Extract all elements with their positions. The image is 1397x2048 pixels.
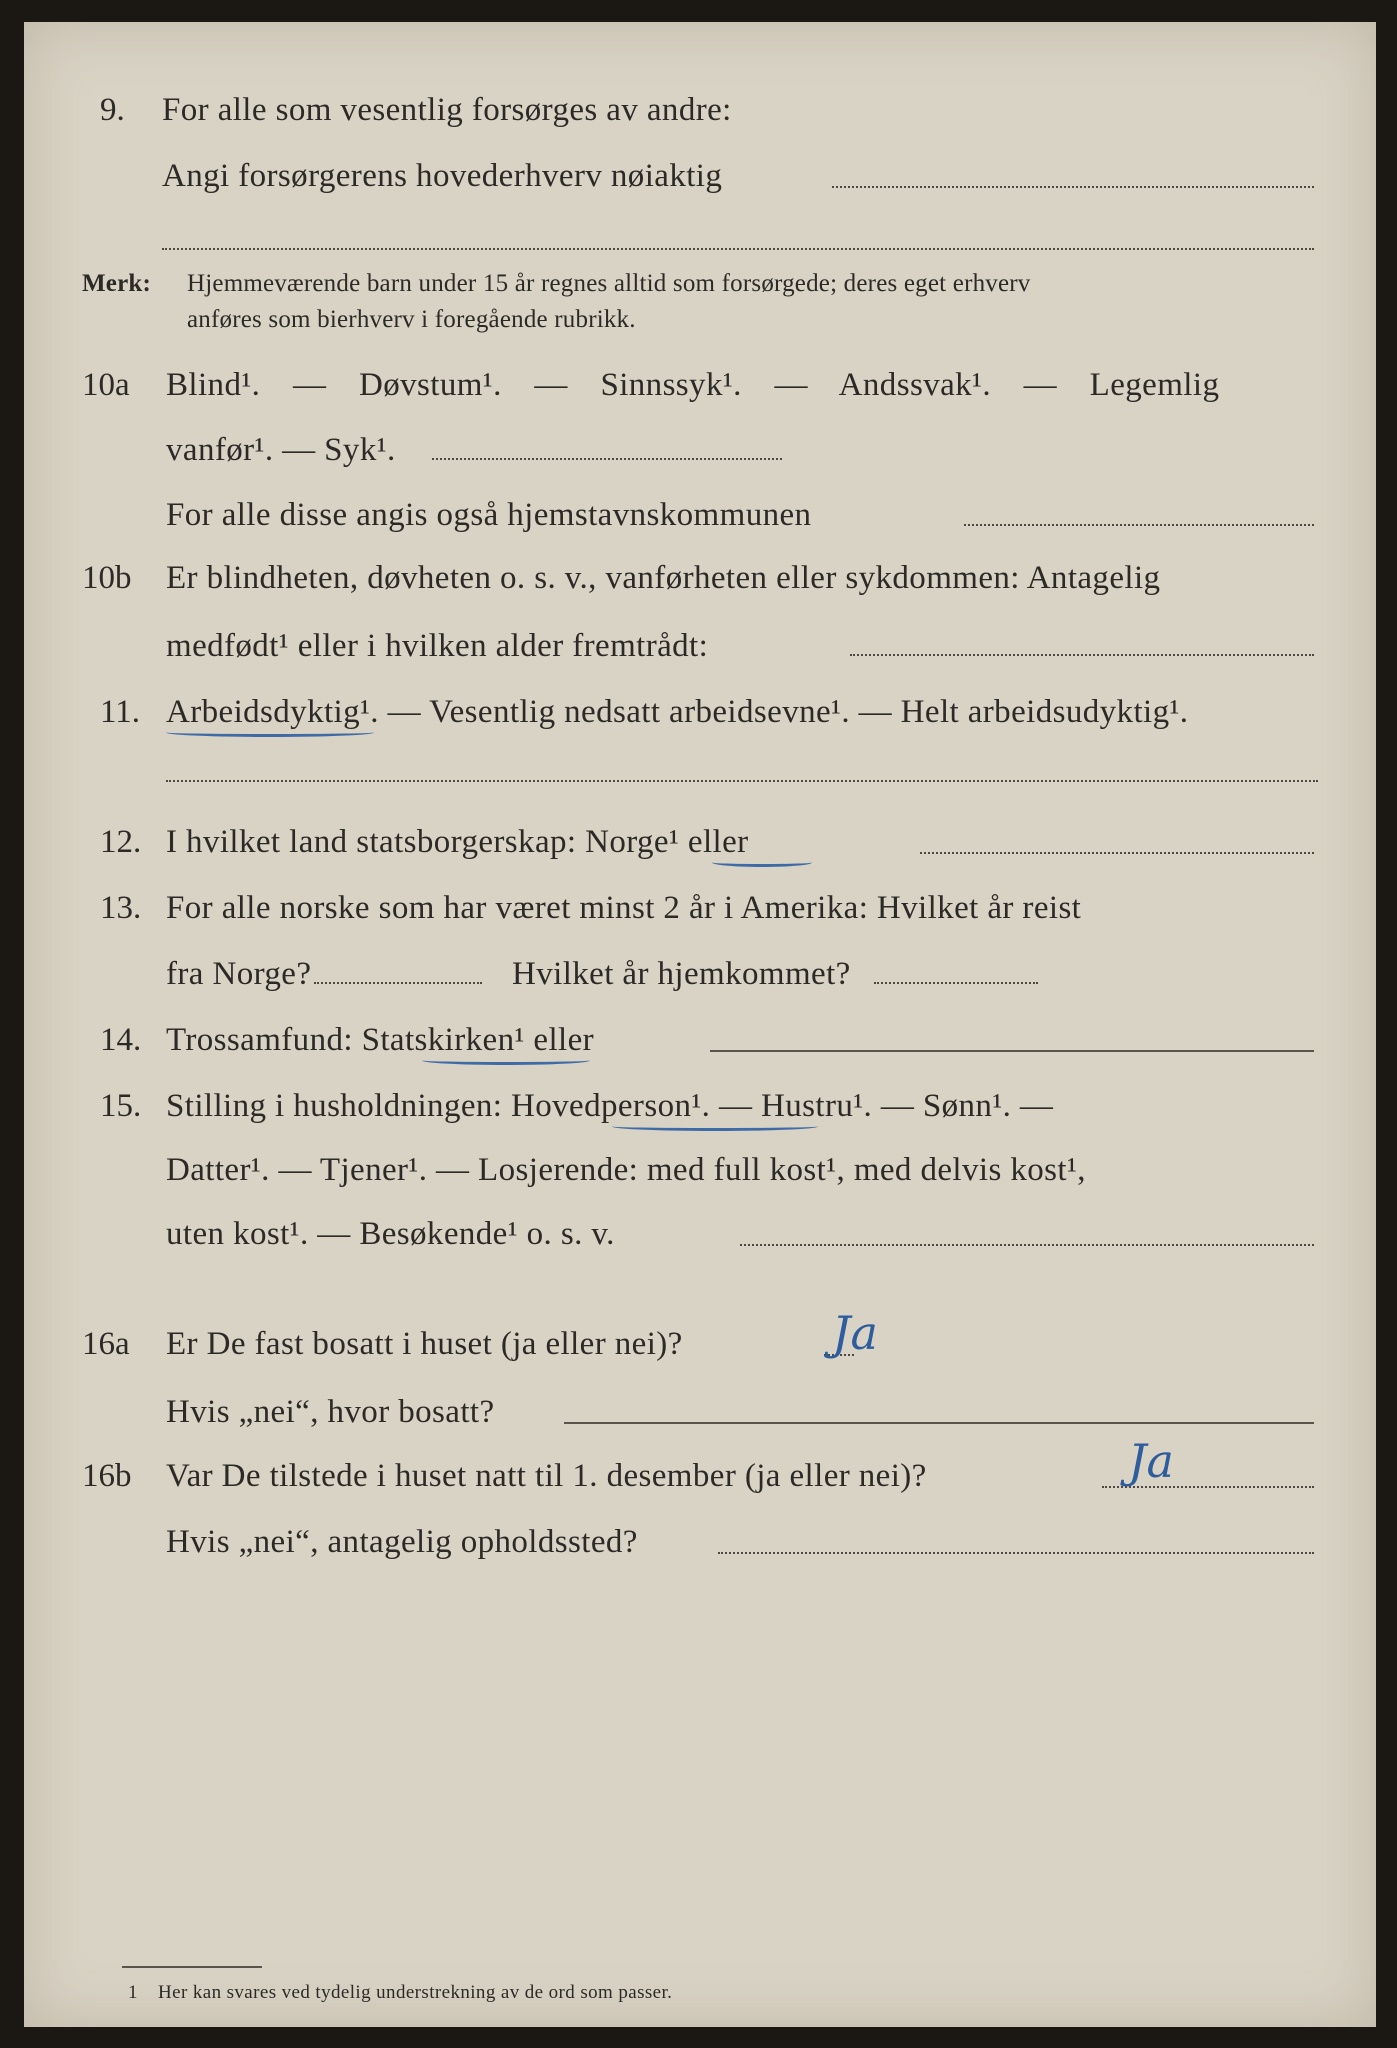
- item-10a-home-municipality-prompt: For alle disse angis også hjemstavnskommunen: [166, 497, 812, 533]
- item-16b-whereabouts-prompt: Hvis „nei“, antagelig opholdssted?: [166, 1524, 638, 1560]
- item-9-question: For alle som vesentlig forsørges av andre:: [162, 92, 732, 128]
- census-form-page: [24, 22, 1376, 2027]
- merk-note-line-1: Hjemmeværende barn under 15 år regnes alltid som forsørgede; deres eget erhverv: [187, 270, 1031, 297]
- item-13-return-year-line[interactable]: [874, 982, 1038, 984]
- item-16a-resident-question: Er De fast bosatt i huset (ja eller nei)?: [166, 1326, 683, 1362]
- item-14-number: 14.: [100, 1022, 142, 1058]
- item-13-number: 13.: [100, 890, 142, 926]
- footnote-text: Her kan svares ved tydelig understrekning av de ord som passer.: [158, 1982, 673, 2003]
- item-16b-number: 16b: [82, 1458, 132, 1494]
- merk-note-line-2: anføres som bierhverv i foregående rubrikk.: [187, 306, 636, 333]
- item-9-answer-line-1[interactable]: [832, 186, 1314, 188]
- item-13-return-prompt: Hvilket år hjemkommet?: [512, 956, 851, 992]
- footnote-rule: [122, 1966, 262, 1968]
- item-16a-number: 16a: [82, 1326, 130, 1362]
- item-10a-municipality-line[interactable]: [964, 524, 1314, 526]
- item-10a-answer-line[interactable]: [432, 458, 782, 460]
- item-13-departure-prompt: fra Norge?: [166, 956, 312, 992]
- item-11-work-ability: Arbeidsdyktig¹. — Vesentlig nedsatt arbeidsevne¹. — Helt arbeidsudyktig¹.: [166, 694, 1189, 730]
- item-9-number: 9.: [100, 92, 125, 128]
- item-10a-conditions-cont: vanfør¹. — Syk¹.: [166, 432, 396, 468]
- footnote-mark: 1: [128, 1982, 138, 2003]
- item-11-number: 11.: [100, 694, 141, 730]
- merk-label: Merk:: [82, 270, 152, 297]
- item-14-underline-mark: [422, 1056, 590, 1065]
- item-12-answer-line[interactable]: [920, 852, 1314, 854]
- item-11-answer-line[interactable]: [166, 780, 1318, 782]
- item-15-underline-mark: [612, 1122, 818, 1131]
- item-16a-handwritten-answer: Ja: [832, 1306, 878, 1360]
- item-15-number: 15.: [100, 1088, 142, 1124]
- item-12-underline-mark: [712, 858, 812, 867]
- item-12-number: 12.: [100, 824, 142, 860]
- item-15-household-position: Stilling i husholdningen: Hovedperson¹. — Hustru¹. — Sønn¹. —: [166, 1088, 1054, 1124]
- item-14-answer-line[interactable]: [710, 1050, 1314, 1052]
- item-15-household-position-cont: Datter¹. — Tjener¹. — Losjerende: med full kost¹, med delvis kost¹,: [166, 1152, 1086, 1188]
- item-10b-number: 10b: [82, 560, 132, 596]
- item-13-departure-year-line[interactable]: [314, 982, 482, 984]
- item-10b-question-cont: medfødt¹ eller i hvilken alder fremtrådt:: [166, 628, 709, 664]
- item-9-occupation-prompt: Angi forsørgerens hovederhverv nøiaktig: [162, 158, 723, 194]
- item-16b-whereabouts-line[interactable]: [718, 1552, 1314, 1554]
- item-9-answer-line-2[interactable]: [162, 248, 1314, 250]
- item-16b-present-question: Var De tilstede i huset natt til 1. desember (ja eller nei)?: [166, 1458, 927, 1494]
- item-16b-handwritten-answer: Ja: [1128, 1434, 1174, 1488]
- item-12-citizenship: I hvilket land statsborgerskap: Norge¹ eller: [166, 824, 749, 860]
- item-10a-number: 10a: [82, 367, 130, 403]
- item-13-america-question: For alle norske som har været minst 2 år i Amerika: Hvilket år reist: [166, 890, 1082, 926]
- item-16a-residence-prompt: Hvis „nei“, hvor bosatt?: [166, 1394, 495, 1430]
- item-11-underline-mark: [166, 728, 374, 737]
- item-10b-answer-line[interactable]: [850, 654, 1314, 656]
- item-15-answer-line[interactable]: [740, 1244, 1314, 1246]
- item-10b-question: Er blindheten, døvheten o. s. v., vanførheten eller sykdommen: Antagelig: [166, 560, 1161, 596]
- item-14-religion: Trossamfund: Statskirken¹ eller: [166, 1022, 595, 1058]
- item-15-household-position-end: uten kost¹. — Besøkende¹ o. s. v.: [166, 1216, 615, 1252]
- item-10a-conditions: Blind¹. — Døvstum¹. — Sinnssyk¹. — Andssvak¹. — Legemlig: [166, 367, 1220, 403]
- item-16a-residence-line[interactable]: [564, 1422, 1314, 1424]
